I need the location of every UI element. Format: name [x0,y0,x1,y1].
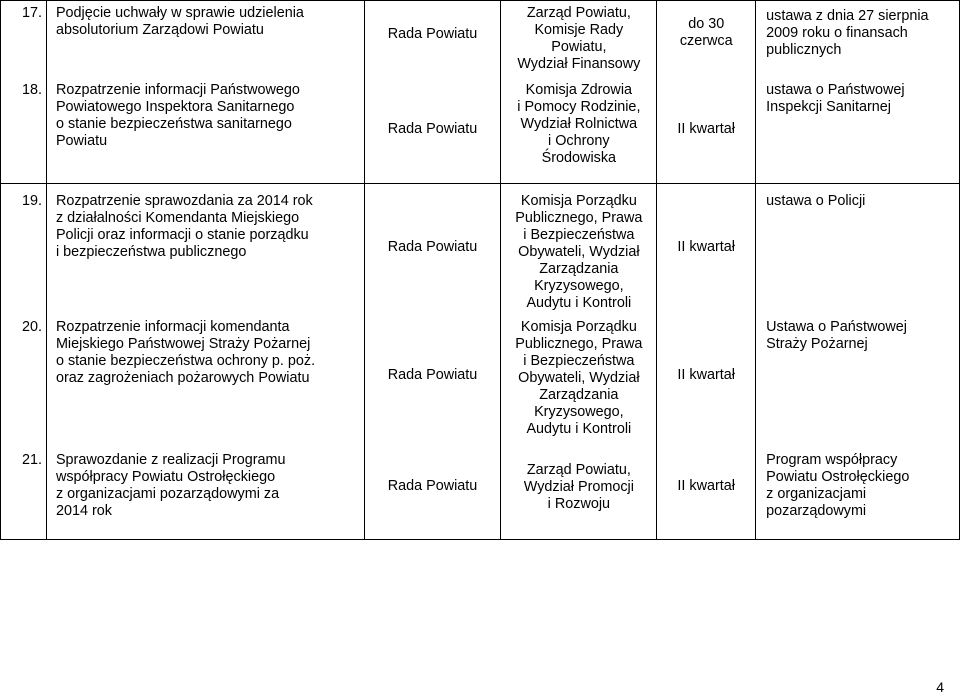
number-cell [1,184,47,540]
item-deadline: II kwartał [677,478,735,494]
responsible-cell [501,1,657,184]
item-subject: Rozpatrzenie sprawozdania za 2014 rok z działalności Komendanta Miejskiego Policji oraz informacji o stanie porządku i bezpieczeństwa publicznego [55,193,313,260]
item-basis: Ustawa o Państwowej Straży Pożarnej [766,319,907,352]
number-cell [1,1,47,184]
item-number: 17. [22,5,43,21]
item-decides: Rada Powiatu [387,121,478,137]
basis-cell [756,1,960,184]
item-decides: Rada Powiatu [387,367,478,383]
item-number: 18. [22,82,43,98]
item-deadline: II kwartał [677,239,735,255]
basis-cell [756,184,960,540]
item-subject: Podjęcie uchwały w sprawie udzielenia absolutorium Zarządowi Powiatu [55,5,304,38]
item-number: 21. [22,452,43,468]
item-deadline: do 30 czerwca [679,16,733,49]
item-decides: Rada Powiatu [387,239,478,255]
deadline-cell [657,1,756,184]
responsible-cell [501,184,657,540]
item-deadline: II kwartał [677,367,735,383]
item-deadline: II kwartał [677,121,735,137]
item-basis: ustawa o Policji [766,193,866,209]
item-decides: Rada Powiatu [387,26,478,42]
item-decides: Rada Powiatu [387,478,478,494]
decides-cell [364,184,501,540]
item-basis: Program współpracy Powiatu Ostrołęckiego z organizacjami pozarządowymi [766,452,910,519]
subject-cell [46,184,364,540]
decides-cell [364,1,501,184]
table-row [1,184,960,540]
item-responsible: Komisja Porządku Publicznego, Prawa i Bezpieczeństwa Obywateli, Wydział Zarządzania Kryzysowego, Audytu i Kontroli [515,193,643,311]
item-subject: Rozpatrzenie informacji Państwowego Powiatowego Inspektora Sanitarnego o stanie bezpieczeństwa sanitarnego Powiatu [55,82,300,149]
item-basis: ustawa o Państwowej Inspekcji Sanitarnej [766,82,905,115]
page-number: 4 [936,679,944,695]
item-subject: Rozpatrzenie informacji komendanta Miejskiego Państwowej Straży Pożarnej o stanie bezpieczeństwa ochrony p. poż. oraz zagrożeniach pożarowych Powiatu [55,319,316,386]
table-row [1,1,960,184]
item-responsible: Zarząd Powiatu, Komisje Rady Powiatu, Wydział Finansowy [517,5,641,72]
item-basis: ustawa z dnia 27 sierpnia 2009 roku o finansach publicznych [766,8,929,58]
item-responsible: Zarząd Powiatu, Wydział Promocji i Rozwoju [523,462,634,512]
item-subject: Sprawozdanie z realizacji Programu współpracy Powiatu Ostrołęckiego z organizacjami pozarządowymi za 2014 rok [55,452,286,519]
item-number: 19. [22,193,43,209]
item-number: 20. [22,319,43,335]
item-responsible: Komisja Zdrowia i Pomocy Rodzinie, Wydział Rolnictwa i Ochrony Środowiska [517,82,641,166]
item-responsible: Komisja Porządku Publicznego, Prawa i Bezpieczeństwa Obywateli, Wydział Zarządzania Kryzysowego, Audytu i Kontroli [515,319,643,437]
subject-cell [46,1,364,184]
deadline-cell [657,184,756,540]
